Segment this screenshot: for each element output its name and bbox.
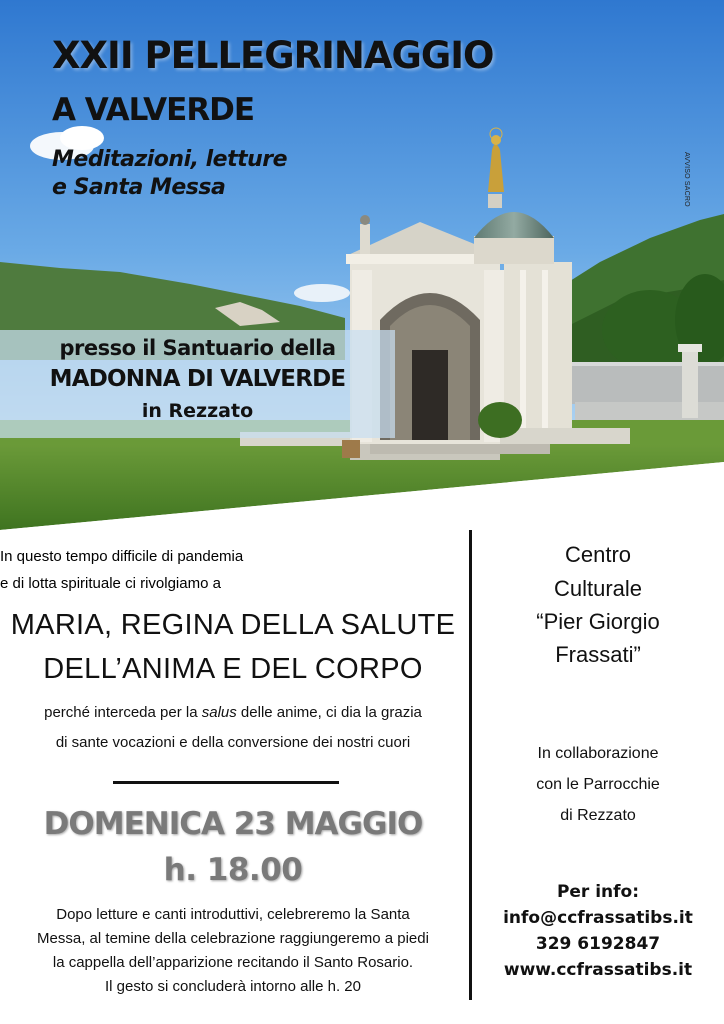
event-title: XXII PELLEGRINAGGIO <box>52 34 494 77</box>
description-line-2: Messa, al temine della celebrazione raggiungeremo a piedi <box>37 930 429 947</box>
body-line-1-post: delle anime, ci dia la grazia <box>236 704 422 721</box>
headline-line-2: DELL’ANIMA E DEL CORPO <box>43 653 423 685</box>
description-line-1: Dopo letture e canti introduttivi, celebreremo la Santa <box>56 906 410 923</box>
venue-name: MADONNA DI VALVERDE <box>49 366 346 392</box>
intro-line-1: In questo tempo difficile di pandemia <box>0 548 244 565</box>
body-line-1-emphasis: salus <box>201 704 237 721</box>
body-line-1 <box>0 704 466 721</box>
intro-line-2: e di lotta spirituale ci rivolgiamo a <box>0 575 221 592</box>
description-line-4: Il gesto si concluderà intorno alle h. 20 <box>105 978 361 995</box>
headline-line-1: MARIA, REGINA DELLA SALUTE <box>10 609 456 641</box>
organizer-line-4: Frassati” <box>555 642 641 667</box>
event-time: h. 18.00 <box>163 852 303 888</box>
event-subtitle <box>52 146 287 202</box>
collaboration-line-3: di Rezzato <box>560 807 636 824</box>
collaboration-line-1: In collaborazione <box>537 745 659 762</box>
event-subtitle-line1: Meditazioni, letture <box>52 147 288 172</box>
event-title-location: A VALVERDE <box>52 92 255 128</box>
side-notice-label: AVVISO SACRO <box>683 152 690 207</box>
section-divider-rule <box>113 781 339 784</box>
contact-email[interactable]: info@ccfrassatibs.it <box>503 908 693 928</box>
venue-town: in Rezzato <box>141 400 254 422</box>
contact-phone[interactable]: 329 6192847 <box>535 934 661 954</box>
venue-line-1: presso il Santuario della <box>59 336 336 360</box>
collaboration-line-2: con le Parrocchie <box>536 776 660 793</box>
body-line-1-pre: perché interceda per la <box>44 704 202 721</box>
event-subtitle-line2: e Santa Messa <box>52 175 226 200</box>
organizer-line-3: “Pier Giorgio <box>536 609 660 634</box>
body-line-2: di sante vocazioni e della conversione dei nostri cuori <box>55 734 411 751</box>
contact-label: Per info: <box>556 882 640 902</box>
organizer-line-2: Culturale <box>553 576 643 601</box>
contact-website[interactable]: www.ccfrassatibs.it <box>503 960 693 980</box>
organizer-line-1: Centro <box>564 542 632 567</box>
description-line-3: la cappella dell’apparizione recitando il Santo Rosario. <box>52 954 414 971</box>
event-date: DOMENICA 23 MAGGIO <box>43 806 423 842</box>
